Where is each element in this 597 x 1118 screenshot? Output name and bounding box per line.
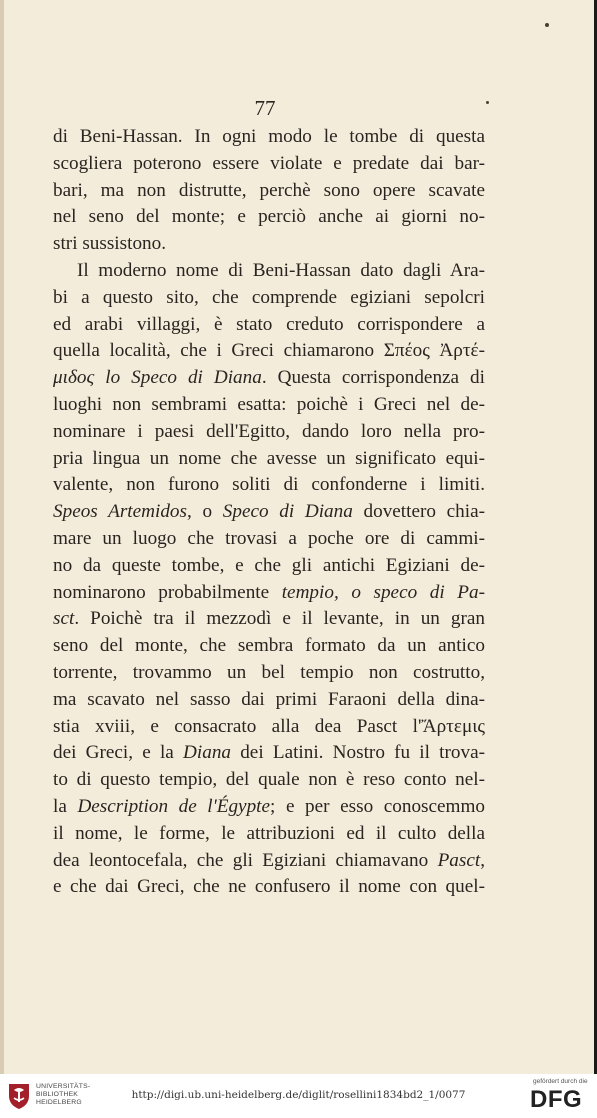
- text-line: [53, 151, 485, 178]
- source-url-link[interactable]: http://digi.ub.uni-heidelberg.de/diglit/rosellini1834bd2_1/0077: [131, 1089, 466, 1101]
- text-run: dovettero chia-: [352, 501, 486, 523]
- text-line: [53, 848, 485, 875]
- dfg-logo: DFG: [530, 1086, 583, 1113]
- text-line: [53, 553, 485, 580]
- italic-text-run: Speos Artemidos: [53, 501, 187, 523]
- text-run: pria lingua un nome che avesse un significato equi-: [53, 447, 485, 469]
- text-run: nominarono probabilmente: [53, 581, 282, 603]
- text-line: [53, 204, 485, 231]
- text-line: [53, 338, 485, 365]
- institution-name-line: UNIVERSITÄTS-: [36, 1083, 91, 1090]
- ink-speck: [545, 23, 549, 27]
- text-run: valente, non furono soliti di confonderne i limiti.: [53, 474, 485, 496]
- italic-text-run: Speco di Diana: [222, 501, 353, 523]
- italic-text-run: sct: [53, 608, 75, 630]
- text-run: torrente, trovammo un bel tempio non costrutto,: [53, 661, 485, 683]
- text-line: [53, 874, 485, 901]
- text-line: [53, 794, 485, 821]
- text-run: luoghi non sembrami esatta: poichè i Greci nel de-: [53, 393, 485, 415]
- body-text: [53, 124, 485, 901]
- text-line: [53, 740, 485, 767]
- text-run: bari, ma non distrutte, perchè sono opere scavate: [53, 179, 485, 201]
- text-line: [53, 285, 485, 312]
- text-run: di Beni-Hassan. In ogni modo le tombe di questa: [53, 126, 485, 147]
- text-line: [53, 365, 485, 392]
- text-run: ,: [480, 849, 485, 871]
- text-line: [53, 419, 485, 446]
- text-run: bi a questo sito, che comprende egiziani sepolcri: [53, 286, 485, 308]
- text-run: Il moderno nome di Beni-Hassan dato dagli Ara-: [77, 259, 485, 281]
- text-run: seno del monte, che sembra formato da un antico: [53, 635, 485, 657]
- text-run: to di questo tempio, del quale non è reso conto nel-: [53, 769, 485, 791]
- text-run: , o: [186, 501, 223, 523]
- text-run: . Poichè tra il mezzodì e il levante, in un gran: [74, 608, 485, 630]
- text-run: stri sussistono.: [53, 233, 167, 255]
- italic-text-run: tempio, o speco di Pa-: [281, 581, 485, 603]
- text-run: e che dai Greci, che ne confusero il nome con quel-: [53, 876, 485, 898]
- text-run: ed arabi villaggi, è stato creduto corrispondere a: [53, 313, 485, 335]
- text-run: la: [53, 795, 78, 817]
- text-line: [53, 472, 485, 499]
- text-run: no da queste tombe, e che gli antichi Egiziani de-: [53, 554, 485, 576]
- institution-name-line: BIBLIOTHEK: [36, 1091, 79, 1098]
- text-line: [53, 633, 485, 660]
- italic-text-run: Diana: [183, 742, 231, 764]
- text-run: dea leontocefala, che gli Egiziani chiamavano: [53, 849, 438, 871]
- text-line: [53, 312, 485, 339]
- text-run: scogliera poterono essere violate e predate dai bar-: [53, 152, 485, 174]
- text-line: [53, 580, 485, 607]
- text-line: [53, 606, 485, 633]
- text-run: ma scavato nel sasso dai primi Faraoni della dina-: [53, 688, 485, 710]
- text-line: [53, 660, 485, 687]
- text-run: . Questa corrispondenza di: [261, 367, 485, 389]
- text-run: ; e per esso conoscemmo: [270, 795, 485, 817]
- text-line: [53, 392, 485, 419]
- text-line: [53, 258, 485, 285]
- italic-text-run: μιδος lo Speco di Diana: [53, 367, 262, 389]
- page-number: 77: [254, 96, 276, 120]
- text-line: [53, 124, 485, 151]
- text-line: [53, 767, 485, 794]
- text-line: [53, 526, 485, 553]
- funding-caption: gefördert durch die: [533, 1078, 588, 1085]
- text-run: stia xviii, e consacrato alla dea Pasct l'Ἄρτεμις: [53, 715, 485, 737]
- text-run: mare un luogo che trovasi a poche ore di cammi-: [53, 527, 485, 549]
- text-line: [53, 687, 485, 714]
- text-run: nominare i paesi dell'Egitto, dando loro nella pro-: [53, 420, 485, 442]
- text-line: [53, 446, 485, 473]
- text-line: [53, 821, 485, 848]
- text-line: [53, 499, 485, 526]
- institution-name-line: HEIDELBERG: [36, 1099, 82, 1106]
- text-line: [53, 231, 485, 258]
- text-run: dei Greci, e la: [53, 742, 184, 764]
- text-run: quella località, che i Greci chiamarono Σπέος Ἀρτέ-: [53, 340, 485, 362]
- text-line: [53, 714, 485, 741]
- text-run: nel seno del monte; e perciò anche ai giorni no-: [53, 206, 485, 228]
- text-line: [53, 178, 485, 205]
- text-run: il nome, le forme, le attribuzioni ed il culto della: [53, 822, 485, 844]
- italic-text-run: Description de l'Égypte: [77, 795, 271, 817]
- text-run: dei Latini. Nostro fu il trova-: [231, 742, 485, 764]
- italic-text-run: Pasct: [437, 849, 481, 871]
